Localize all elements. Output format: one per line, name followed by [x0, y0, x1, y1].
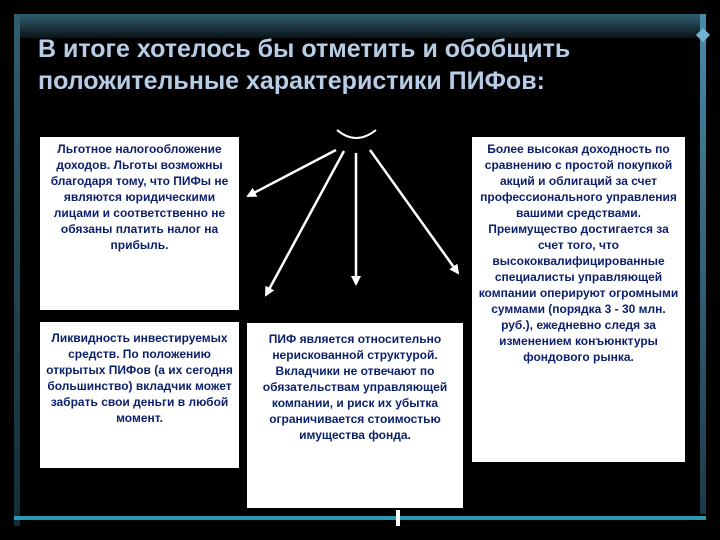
higher-yield-box: Более высокая доходность по сравнению с простой покупкой акций и облигаций за счет профессионального управления вашими средствами. Преимущество достигается за счет того, что высококвалифицированные специалисты управляющей компании оперируют огромными суммами (порядка 3 - 30 млн. руб.), ежедневно следя за изменением конъюнктуры фондового рынка. — [472, 137, 685, 462]
hub-arc — [337, 130, 376, 138]
tax-benefit-box: Льготное налогообложение доходов. Льготы возможны благодаря тому, что ПИФы не являются юридическими лицами и соответственно не обязаны платить налог на прибыль. — [40, 137, 239, 310]
arrow-to-liquidity — [266, 151, 344, 295]
liquidity-box: Ликвидность инвестируемых средств. По положению открытых ПИФов (а их сегодня большинство) вкладчик может забрать свои деньги в любой момент. — [40, 322, 239, 468]
arrow-to-yield — [370, 150, 458, 273]
low-risk-box: ПИФ является относительно нерискованной структурой. Вкладчики не отвечают по обязательствам управляющей компании, и риск их убытка ограничивается стоимостью имущества фонда. — [247, 323, 463, 508]
slide-title: В итоге хотелось бы отметить и обобщить положительные характеристики ПИФов: — [38, 35, 571, 95]
